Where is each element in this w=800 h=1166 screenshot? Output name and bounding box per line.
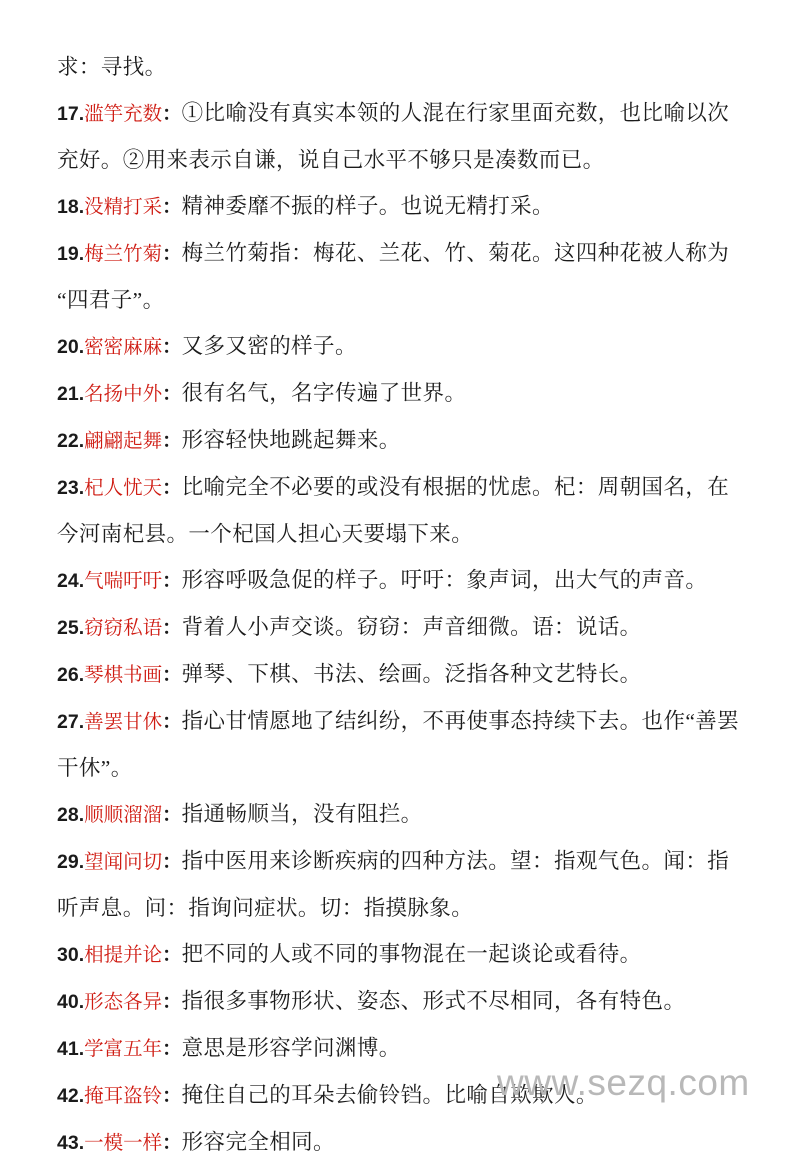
entry-colon: ： [162, 851, 182, 873]
idiom-entry [57, 557, 741, 604]
idiom-definition: 指通畅顺当，没有阻拦。 [181, 802, 423, 826]
entry-colon: ： [162, 336, 182, 358]
idiom-entry [57, 651, 741, 698]
entry-colon: ： [162, 1038, 182, 1060]
idiom-term: 琴棋书画 [84, 664, 163, 686]
idiom-term: 形态各异 [84, 991, 163, 1013]
idiom-term: 相提并论 [84, 944, 163, 966]
entry-index: 27. [57, 711, 85, 733]
entry-colon: ： [162, 430, 182, 452]
entry-colon: ： [162, 711, 182, 733]
idiom-term: 学富五年 [84, 1038, 163, 1060]
entry-colon: ： [162, 103, 182, 125]
idiom-definition: 弹琴、下棋、书法、绘画。泛指各种文艺特长。 [181, 662, 642, 686]
entry-index: 25. [57, 617, 85, 639]
entry-colon: ： [162, 944, 182, 966]
entry-index: 30. [57, 944, 85, 966]
entry-colon: ： [162, 477, 182, 499]
idiom-entry [57, 90, 741, 183]
entry-index: 24. [57, 570, 85, 592]
idiom-term: 望闻问切 [84, 851, 163, 873]
site-watermark: www.sezq.com [497, 1062, 750, 1103]
entry-index: 43. [57, 1132, 85, 1154]
idiom-entry [57, 323, 741, 370]
idiom-definition: 形容轻快地跳起舞来。 [181, 428, 401, 452]
idiom-definition: 比喻完全不必要的或没有根据的忧虑。杞：周朝国名，在今河南杞县。一个杞国人担心天要塌下来。 [57, 475, 730, 546]
idiom-term: 一模一样 [84, 1132, 163, 1154]
idiom-definition: 指心甘情愿地了结纠纷，不再使事态持续下去。也作“善罢干休”。 [57, 709, 740, 780]
entry-colon: ： [162, 1132, 182, 1154]
entry-colon: ： [162, 383, 182, 405]
entry-colon: ： [162, 804, 182, 826]
idiom-definition: 又多又密的样子。 [181, 334, 357, 358]
entry-colon: ： [162, 243, 182, 265]
entry-index: 19. [57, 243, 85, 265]
idiom-term: 梅兰竹菊 [84, 243, 163, 265]
entry-index: 22. [57, 430, 85, 452]
idiom-entry [57, 978, 741, 1025]
entry-colon: ： [162, 617, 182, 639]
entry-index: 20. [57, 336, 85, 358]
idiom-definition: ①比喻没有真实本领的人混在行家里面充数，也比喻以次充好。②用来表示自谦，说自己水平不够只是凑数而已。 [57, 101, 730, 172]
entry-index: 28. [57, 804, 85, 826]
idiom-term: 窃窃私语 [84, 617, 163, 639]
idiom-entry [57, 931, 741, 978]
idiom-term: 掩耳盗铃 [84, 1085, 163, 1107]
idiom-entry [57, 604, 741, 651]
entry-colon: ： [162, 196, 182, 218]
idiom-entry [57, 698, 741, 791]
idiom-term: 气喘吁吁 [84, 570, 163, 592]
idiom-definition: 意思是形容学问渊博。 [181, 1036, 401, 1060]
idiom-entry [57, 791, 741, 838]
entry-index: 41. [57, 1038, 85, 1060]
document-body [57, 44, 741, 1166]
idiom-definition: 把不同的人或不同的事物混在一起谈论或看待。 [181, 942, 642, 966]
entry-index: 29. [57, 851, 85, 873]
entry-index: 18. [57, 196, 85, 218]
idiom-term: 滥竽充数 [84, 103, 163, 125]
line-text: 求：寻找。 [57, 55, 167, 79]
entry-index: 21. [57, 383, 85, 405]
idiom-entry [57, 464, 741, 557]
idiom-definition: 指很多事物形状、姿态、形式不尽相同，各有特色。 [181, 989, 686, 1013]
idiom-term: 没精打采 [84, 196, 163, 218]
text-line [57, 44, 741, 90]
idiom-entry [57, 230, 741, 323]
idiom-definition: 形容完全相同。 [181, 1130, 335, 1154]
idiom-definition: 掩住自己的耳朵去偷铃铛。比喻自欺欺人。 [181, 1083, 598, 1107]
entry-colon: ： [162, 991, 182, 1013]
idiom-definition: 形容呼吸急促的样子。吁吁：象声词，出大气的声音。 [181, 568, 708, 592]
idiom-term: 顺顺溜溜 [84, 804, 163, 826]
idiom-entry [57, 417, 741, 464]
entry-colon: ： [162, 570, 182, 592]
idiom-term: 翩翩起舞 [84, 430, 163, 452]
entry-index: 17. [57, 103, 85, 125]
idiom-definition: 很有名气，名字传遍了世界。 [181, 381, 467, 405]
entry-index: 26. [57, 664, 85, 686]
idiom-definition: 背着人小声交谈。窃窃：声音细微。语：说话。 [181, 615, 642, 639]
idiom-term: 密密麻麻 [84, 336, 163, 358]
idiom-term: 善罢甘休 [84, 711, 163, 733]
idiom-entry [57, 1119, 741, 1166]
entry-colon: ： [162, 1085, 182, 1107]
idiom-definition: 梅兰竹菊指：梅花、兰花、竹、菊花。这四种花被人称为“四君子”。 [57, 241, 730, 312]
idiom-entry [57, 838, 741, 931]
entry-index: 40. [57, 991, 85, 1013]
idiom-term: 杞人忧天 [84, 477, 163, 499]
idiom-entry [57, 370, 741, 417]
idiom-definition: 指中医用来诊断疾病的四种方法。望：指观气色。闻：指听声息。问：指询问症状。切：指摸脉象。 [57, 849, 730, 920]
entry-colon: ： [162, 664, 182, 686]
entry-index: 23. [57, 477, 85, 499]
idiom-term: 名扬中外 [84, 383, 163, 405]
idiom-definition: 精神委靡不振的样子。也说无精打采。 [181, 194, 554, 218]
idiom-entry [57, 183, 741, 230]
entry-index: 42. [57, 1085, 85, 1107]
